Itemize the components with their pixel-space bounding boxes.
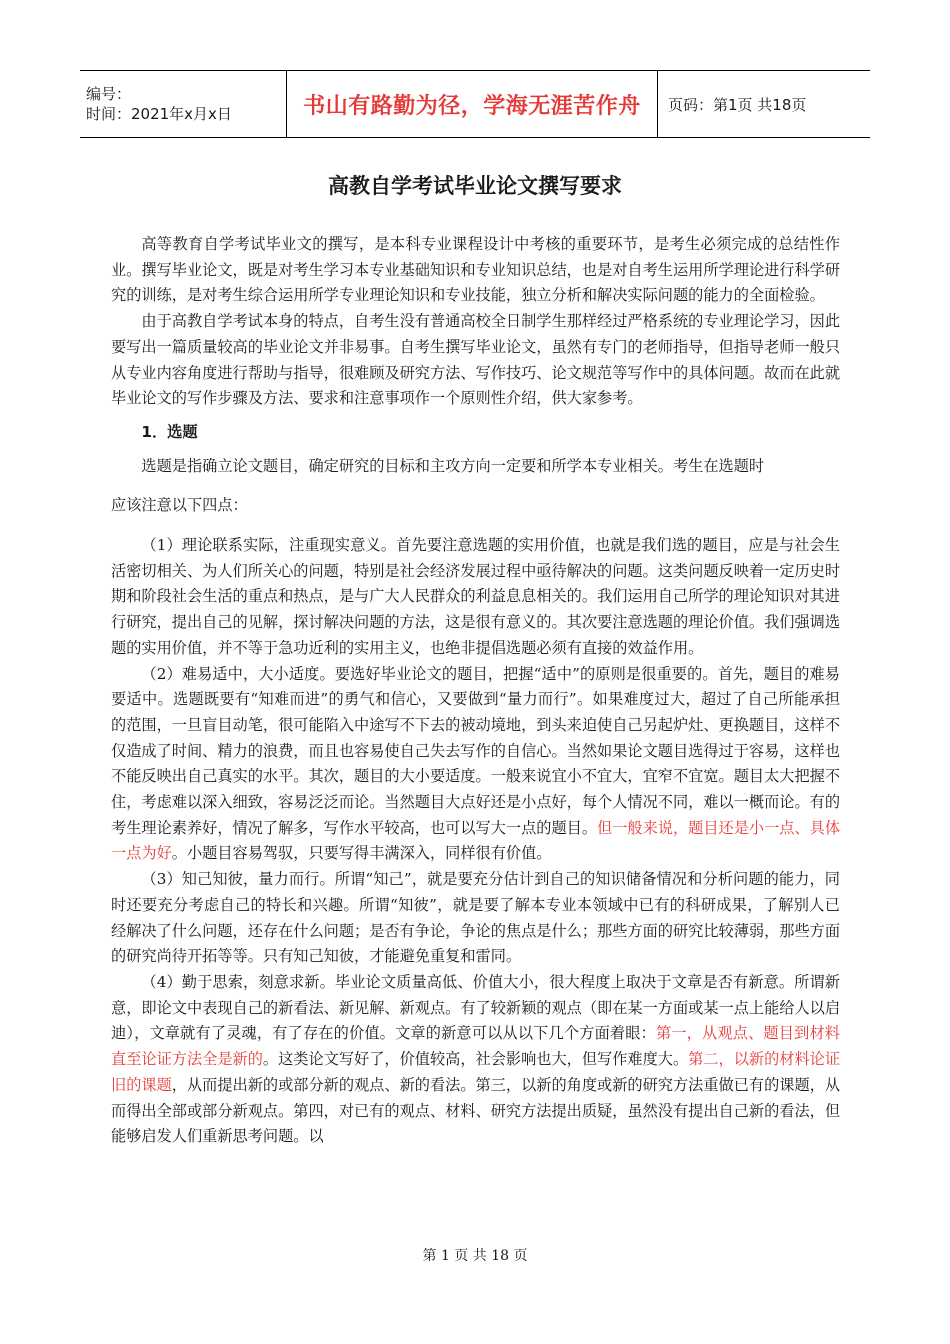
section-1-intro-line-2: 应该注意以下四点： bbox=[111, 496, 248, 515]
intro-paragraph-1: 高等教育自学考试毕业文的撰写，是本科专业课程设计中考核的重要环节，是考生必须完成的总结性作业。撰写毕业论文，既是对考生学习本专业基础知识和专业知识总结，也是对自考生运用所学理论进行科学研究的训练，是对考生综合运用所学专业理论知识和专业技能，独立分析和解决实际问题的能力的全面检验。 bbox=[111, 235, 840, 305]
intro-paragraph-2: 由于高教自学考试本身的特点，自考生没有普通高校全日制学生那样经过严格系统的专业理论学习，因此要写出一篇质量较高的毕业论文并非易事。自考生撰写毕业论文，虽然有专门的老师指导，但指导老师一般只从专业内容角度进行帮助与指导，很难顾及研究方法、写作技巧、论文规范等写作中的具体问题。故而在此就毕业论文的写作步骤及方法、要求和注意事项作一个原则性介绍，供大家参考。 bbox=[111, 312, 841, 408]
header-motto: 书山有路勤为径，学海无涯苦作舟 bbox=[286, 71, 658, 137]
point-2-paragraph bbox=[111, 662, 840, 868]
section-1-intro-line-1: 选题是指确立论文题目，确定研究的目标和主攻方向一定要和所学本专业相关。考生在选题时 bbox=[141, 456, 765, 475]
page-header bbox=[80, 70, 870, 138]
point-4-text-a: （4）勤于思索，刻意求新。毕业论文质量高低、价值大小，很大程度上取决于文章是否有新意。所谓新意，即论文中表现自己的新看法、新见解、新观点。有了较新颖的观点（即在某一方面或某一点上能给人以启迪），文章就有了灵魂，有了存在的价值。文章的新意可以从以下几个方面着眼： bbox=[111, 972, 840, 1043]
point-4-text-c: ，从而提出新的或部分新的观点、新的看法。第三，以新的角度或新的研究方法重做已有的课题，从而得出全部或部分新观点。第四，对已有的观点、材料、研究方法提出质疑，虽然没有提出自己新的看法，但能够启发人们重新思考问题。以 bbox=[111, 1075, 840, 1146]
point-4-highlight-2: 第二，以新的材料论证旧的课题 bbox=[111, 1050, 840, 1094]
document-number: 编号： bbox=[86, 85, 132, 103]
point-4-highlight-1: 第一，从观点、题目到材料直至论证方法全是新的 bbox=[111, 1024, 840, 1069]
point-2-text-a: （2）难易适中，大小适度。要选好毕业论文的题目，把握“适中”的原则是很重要的。首先，题目的难易要适中。选题既要有“知难而进”的勇气和信心，又要做到“量力而行”。如果难度过大，超过了自己所能承担的范围，一旦盲目动笔，很可能陷入中途写不下去的被动境地，到头来迫使自己另起炉灶、更换题目，这样不仅造成了时间、精力的浪费，而且也容易使自己失去写作的自信心。当然如果论文题目选得过于容易，这样也不能反映出自己真实的水平。其次，题目的大小要适度。一般来说宜小不宜大，宜窄不宜宽。题目太大把握不住，考虑难以深入细致，容易泛泛而论。当然题目大点好还是小点好，每个人情况不同，难以一概而论。有的考生理论素养好，情况了解多，写作水平较高，也可以写大一点的题目。 bbox=[111, 664, 840, 837]
document-date: 时间：2021年x月x日 bbox=[86, 105, 232, 123]
header-page-number: 页码：第1页 共18页 bbox=[668, 95, 807, 114]
page-footer: 第 1 页 共 18 页 bbox=[422, 1248, 528, 1264]
point-2-highlight: 但一般来说，题目还是小一点、具体一点为好 bbox=[111, 818, 840, 863]
document-title: 高教自学考试毕业论文撰写要求 bbox=[328, 174, 622, 198]
point-4-paragraph bbox=[111, 970, 840, 1150]
point-3-paragraph: （3）知己知彼，量力而行。所谓“知己”，就是要充分估计到自己的知识储备情况和分析问题的能力，同时还要充分考虑自己的特长和兴趣。所谓“知彼”，就是要了解本专业本领域中已有的科研成果，了解别人已经解决了什么问题，还存在什么问题；是否有争论，争论的焦点是什么；那些方面的研究比较薄弱，那些方面的研究尚待开拓等等。只有知己知彼，才能避免重复和雷同。 bbox=[111, 870, 840, 966]
point-1-paragraph: （1）理论联系实际，注重现实意义。首先要注意选题的实用价值，也就是我们选的题目，应是与社会生活密切相关、为人们所关心的问题，特别是社会经济发展过程中亟待解决的问题。这类问题反映着一定历史时期和阶段社会生活的重点和热点，是与广大人民群众的利益息息相关的。我们运用自己所学的理论知识对其进行研究，提出自己的见解，探讨解决问题的方法，这是很有意义的。其次要注意选题的理论价值。我们强调选题的实用价值，并不等于急功近利的实用主义，也绝非提倡选题必须有直接的效益作用。 bbox=[111, 536, 840, 657]
header-meta bbox=[80, 71, 286, 137]
section-heading-1: 1．选题 bbox=[141, 422, 198, 441]
point-2-text-b: 。小题目容易驾驭，只要写得丰满深入，同样很有价值。 bbox=[171, 844, 552, 863]
point-4-text-b: 。这类论文写好了，价值较高，社会影响也大，但写作难度大。 bbox=[262, 1050, 689, 1069]
document-body bbox=[111, 232, 840, 1150]
